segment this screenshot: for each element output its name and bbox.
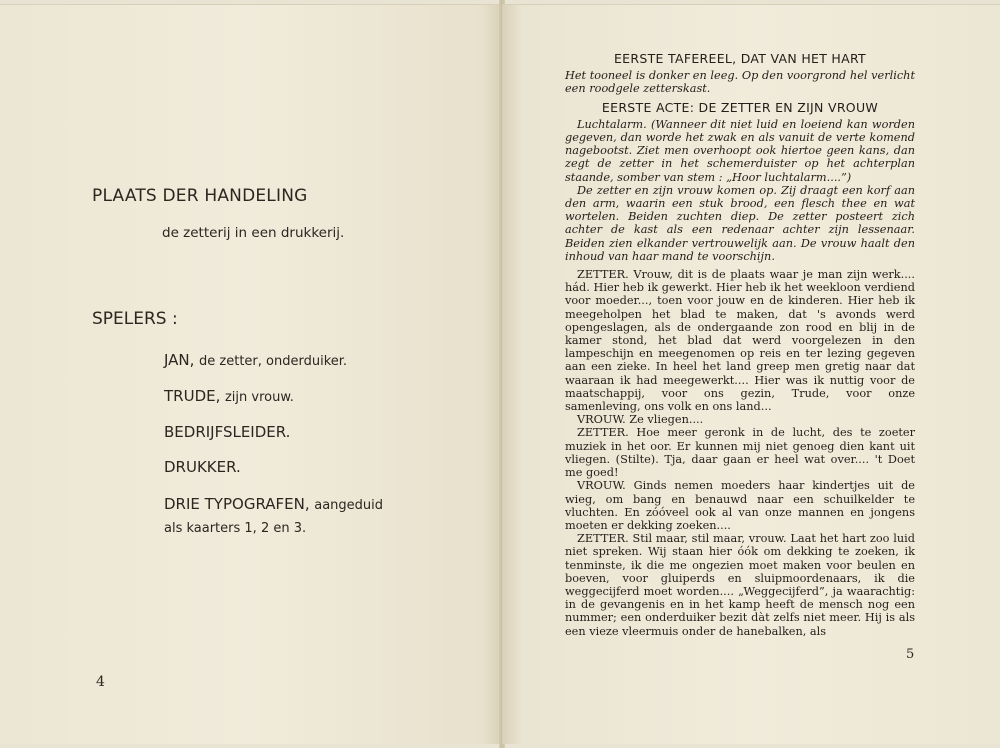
stage-direction: Luchtalarm. (Wanneer dit niet luid en loeiend kan worden gegeven, dan worde het zwak en als vanuit de verte komend nagebootst. Ziet men overhoopt ook hiertoe geen kans, dan zegt de zetter in het schemerduister op het achterplan staande, somber van stem : „Hoor luchtalarm....”)	[565, 117, 915, 184]
cast-item	[164, 423, 494, 442]
page-number-right: 5	[906, 647, 915, 662]
cast-item	[164, 458, 494, 477]
dialogue-paragraph: VROUW. Ze vliegen....	[577, 413, 704, 427]
cast-name: DRIE TYPOGRAFEN,	[164, 495, 310, 513]
cast-name: BEDRIJFSLEIDER.	[164, 423, 291, 441]
cast-item	[164, 493, 494, 540]
cast-description: aangeduid	[314, 498, 384, 513]
dialogue-paragraph: VROUW. Ginds nemen moeders haar kindertjes uit de wieg, om bang en benauwd naar een schuilkelder te vluchten. En zóóveel ook al van onze mannen en jongens moeten er dekking zoeken....	[565, 479, 915, 532]
cast-name: DRUKKER.	[164, 458, 241, 476]
stage-direction: De zetter en zijn vrouw komen op. Zij draagt een korf aan den arm, waarin een stuk brood, een flesch thee en wat wortelen. Beiden zuchten diep. De zetter posteert zich achter de kast als een redenaar achter zijn lessenaar. Beiden zien elkander vertrouwelijk aan. De vrouw haalt den inhoud van haar mand te voorschijn.	[565, 183, 915, 263]
dialogue-paragraph: ZETTER. Vrouw, dit is de plaats waar je man zijn werk.... hád. Hier heb ik gewerkt. Hier heb ik het weekloon verdiend voor moeder..., toen voor jouw en de kinderen. Hier heb ik meegeholpen het blad te maken, dat 's avonds werd opengeslagen, als de ondergaande zon rood en blij in de kamer stond, het blad dat werd voorgelezen in den lampeschijn en meegenomen op reis en ter lezing gegeven aan een zieke. In heel het land greep men gretig naar dat waaraan ik had meegewerkt.... Hier was ik nuttig voor de maatschappij, voor ons gezin, Trude, voor onze samenleving, ons volk en ons land...	[565, 268, 915, 414]
act-title: EERSTE ACTE: DE ZETTER EN ZIJN VROUW	[601, 99, 879, 115]
setting-description: de zetterij in een drukkerij.	[162, 225, 345, 241]
right-page-text	[565, 52, 915, 638]
left-page	[0, 4, 502, 744]
cast-name: JAN,	[164, 351, 195, 369]
page-number-left: 4	[96, 674, 105, 690]
cast-name: TRUDE,	[164, 387, 221, 405]
cast-description: de zetter, onderduiker.	[199, 354, 348, 369]
cast-description: zijn vrouw.	[224, 390, 294, 405]
setting-heading: PLAATS DER HANDELING	[92, 186, 308, 206]
cast-item	[164, 351, 494, 371]
dialogue-paragraph: ZETTER. Stil maar, stil maar, vrouw. Laat het hart zoo luid niet spreken. Wij staan hier óók om dekking te zoeken, ik tenminste, ik die me ongezien moet maken voor beulen en boeven, voor gluiperds en sluipmoordenaars, ik die weggecijferd moet worden.... „Weggecijferd”, ja waarachtig: in de gevangenis en in het kamp heeft de mensch nog een nummer; een onderduiker bezit dàt zelfs niet meer. Hij is als een vieze vleermuis onder de hanebalken, als	[565, 532, 915, 638]
cast-heading: SPELERS :	[92, 309, 178, 329]
cast-description-continued: als kaarters 1, 2 en 3.	[164, 521, 307, 536]
dialogue-paragraph: ZETTER. Hoe meer geronk in de lucht, des te zoeter muziek in het oor. Er kunnen mij niet genoeg dien kant uit vliegen. (Stilte). Tja, daar gaan er heel wat over.... 't Doet me goed!	[565, 426, 915, 480]
cast-list	[164, 351, 494, 556]
scene-intro: Het tooneel is donker en leeg. Op den voorgrond hel verlicht een roodgele zetterskast.	[565, 69, 915, 96]
cast-item	[164, 387, 494, 407]
scene-title: EERSTE TAFEREEL, DAT VAN HET HART	[613, 51, 866, 66]
